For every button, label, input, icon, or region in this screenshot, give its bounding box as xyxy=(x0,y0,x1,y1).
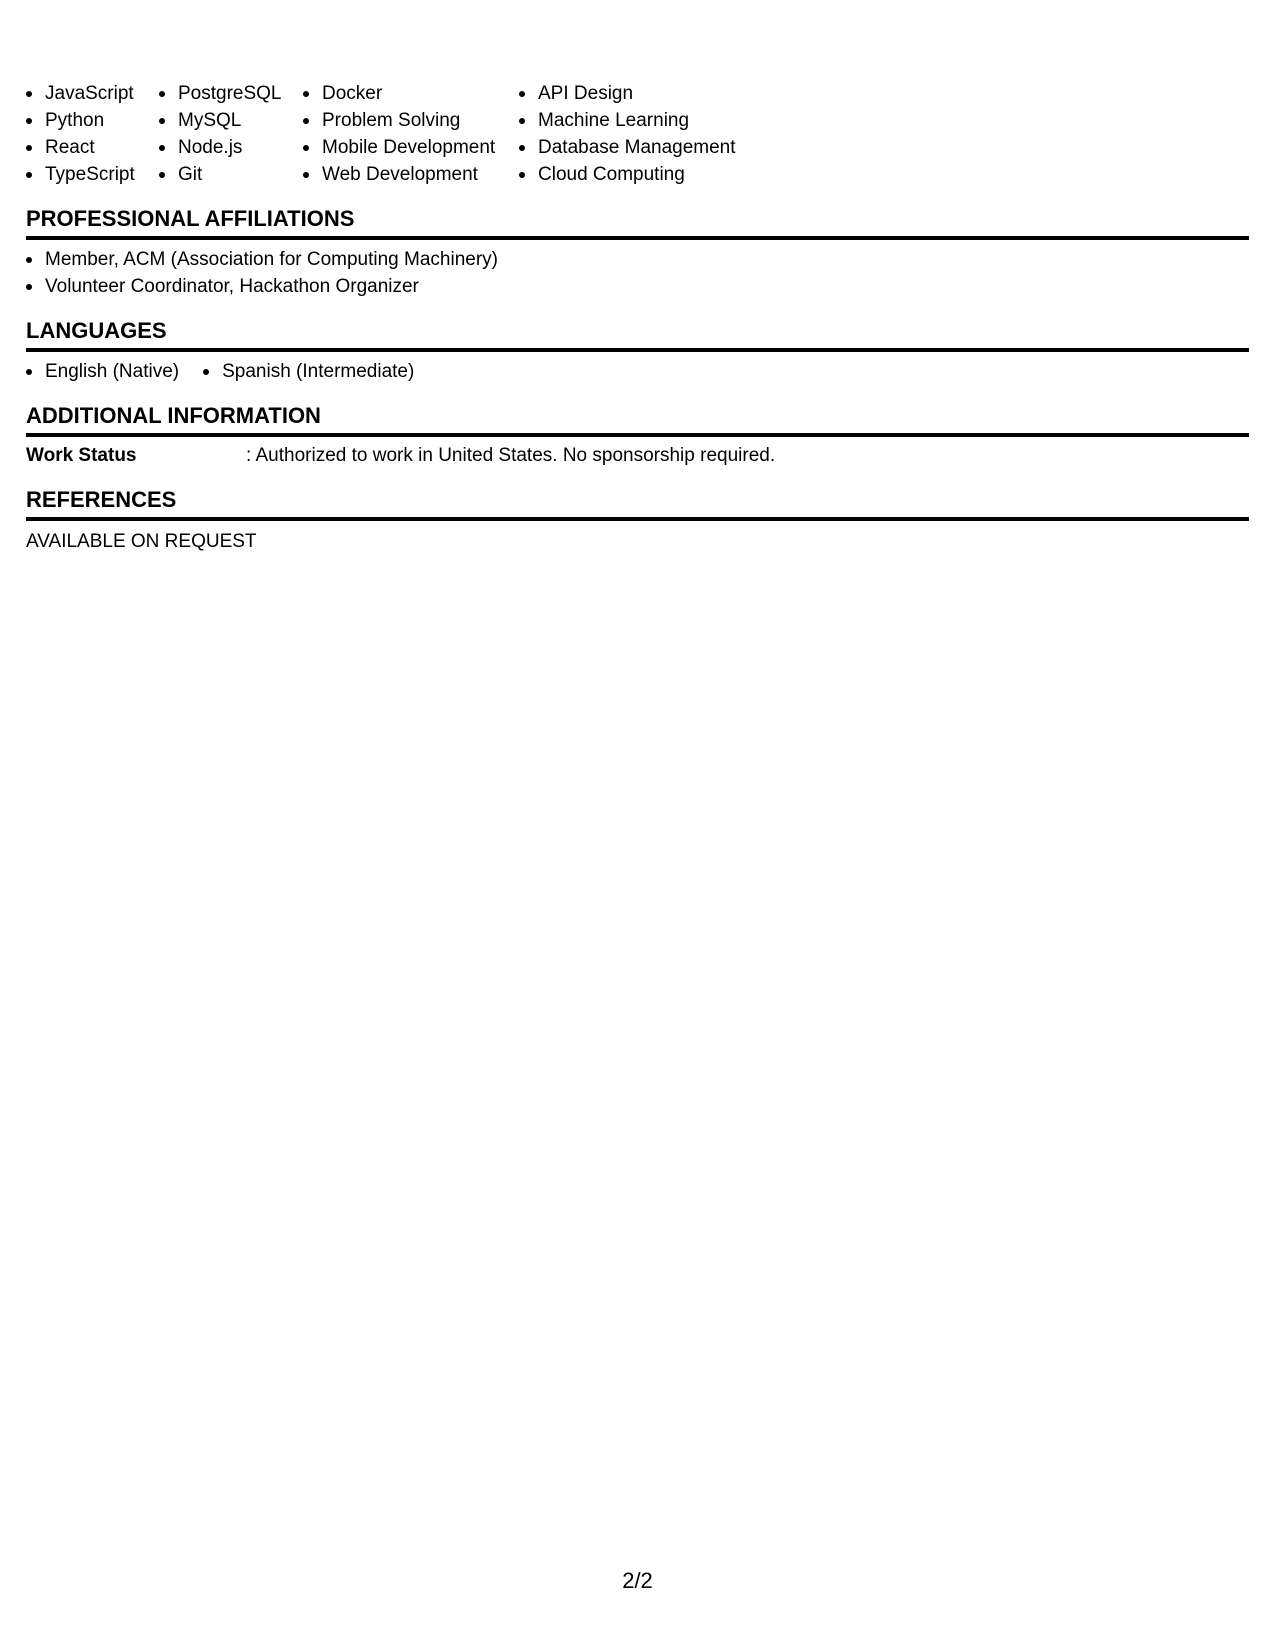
skill-item: Web Development xyxy=(303,161,519,188)
skills-column-1 xyxy=(26,80,159,188)
affiliation-item: Volunteer Coordinator, Hackathon Organizer xyxy=(26,273,1249,300)
work-status-row xyxy=(26,443,1249,469)
skill-item: Python xyxy=(26,107,159,134)
skill-item: PostgreSQL xyxy=(159,80,303,107)
skill-item: TypeScript xyxy=(26,161,159,188)
skill-item: MySQL xyxy=(159,107,303,134)
references-heading: REFERENCES xyxy=(26,487,1249,521)
skill-item: Cloud Computing xyxy=(519,161,736,188)
skills-column-2 xyxy=(159,80,303,188)
languages-heading: LANGUAGES xyxy=(26,318,1249,352)
skill-item: Git xyxy=(159,161,303,188)
work-status-value: : Authorized to work in United States. No sponsorship required. xyxy=(246,445,776,466)
affiliation-item: Member, ACM (Association for Computing Machinery) xyxy=(26,246,1249,273)
additional-info-heading: ADDITIONAL INFORMATION xyxy=(26,403,1249,437)
page-number: 2/2 xyxy=(622,1568,653,1593)
skill-item: JavaScript xyxy=(26,80,159,107)
resume-page xyxy=(26,80,1249,555)
work-status-label: Work Status xyxy=(26,445,137,466)
affiliations-heading: PROFESSIONAL AFFILIATIONS xyxy=(26,206,1249,240)
skill-item: Problem Solving xyxy=(303,107,519,134)
affiliations-list xyxy=(26,246,1249,300)
skill-item: Database Management xyxy=(519,134,736,161)
skill-item: Node.js xyxy=(159,134,303,161)
skill-item: React xyxy=(26,134,159,161)
skill-item: Mobile Development xyxy=(303,134,519,161)
language-item: English (Native) xyxy=(26,358,179,385)
language-item: Spanish (Intermediate) xyxy=(203,358,414,385)
skill-item: Docker xyxy=(303,80,519,107)
skills-column-3 xyxy=(303,80,519,188)
skills-column-4 xyxy=(519,80,736,188)
references-text: AVAILABLE ON REQUEST xyxy=(26,531,257,552)
languages-list xyxy=(26,358,1249,385)
skill-item: API Design xyxy=(519,80,736,107)
skills-list xyxy=(26,80,1249,188)
skill-item: Machine Learning xyxy=(519,107,736,134)
